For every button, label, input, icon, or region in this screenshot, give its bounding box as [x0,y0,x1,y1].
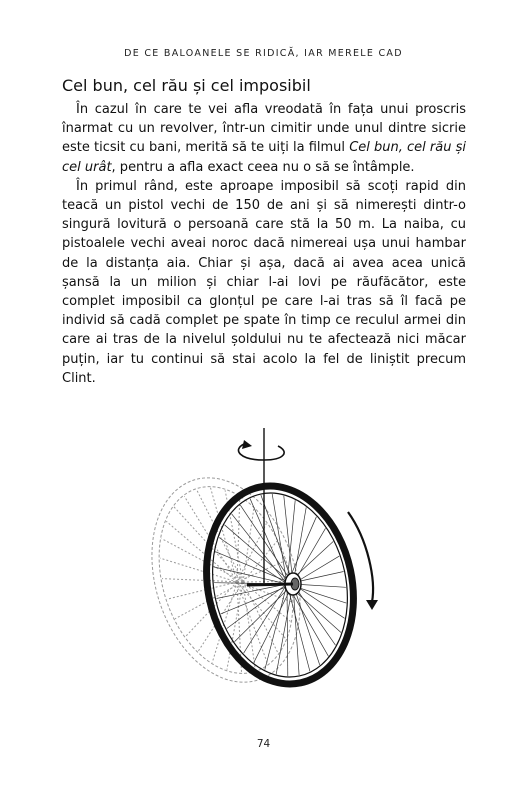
bicycle-wheel-illustration [140,420,400,700]
paragraph-1-text-after: , pentru a afla exact ceea nu o să se întâmple. [111,159,415,175]
section-title: Cel bun, cel rău și cel imposibil [62,76,311,95]
film-title: Cel bun, cel rău și cel urât [62,140,466,175]
axle [247,584,293,585]
paragraph-1-text-before: În cazul în care te vei afla vreodată în fața unui proscris înarmat cu un revolver, într-un cimitir unde unul dintre sicrie este ticsit cu bani, merită să te uiți la filmul [62,102,466,156]
paragraph-1 [62,100,466,177]
body-text [62,100,466,388]
paragraph-2: În primul rând, este aproape imposibil să scoți rapid din teacă un pistol vechi de 150 de ani și să nimerești dintr-o singură lovitură o persoană care stă la 50 m. La naiba, cu pistoalele vechi aveai noroc dacă nimereai ușa unui hambar de la distanța aia. Chiar și așa, dacă ai avea acea unică șansă la un milion și chiar l-ai lovi pe răufăcător, este complet imposibil ca glonțul pe care l-ai tras să îl facă pe individ să cadă complet pe spate în timp ce reculul armei din care ai tras de la nivelul șoldului nu te afectează nici măcar puțin, iar tu continui să stai acolo la fel de liniștit precum Clint. [62,178,466,386]
running-header: DE CE BALOANELE SE RIDICĂ, IAR MERELE CAD [124,48,403,59]
page-number: 74 [256,738,271,750]
